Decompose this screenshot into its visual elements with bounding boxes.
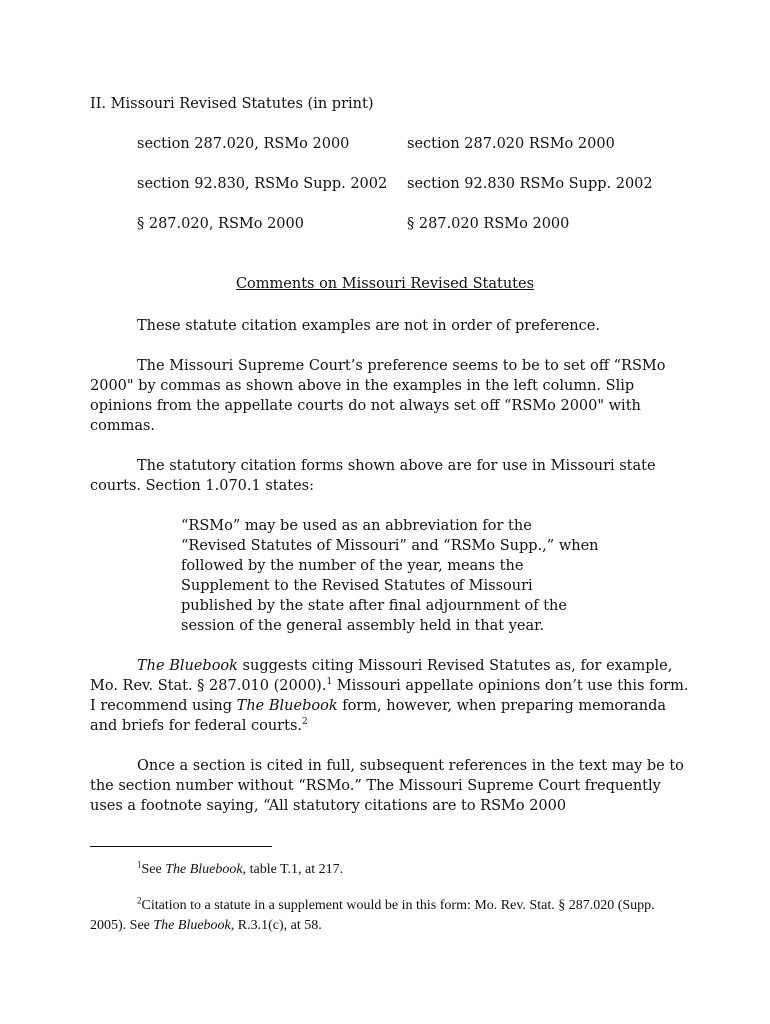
- footnote-2-text-2: , R.3.1(c), at 58.: [230, 918, 322, 933]
- citation-right-2: section 92.830 RSMo Supp. 2002: [407, 176, 653, 192]
- paragraph-3-text: The statutory citation forms shown above are for use in Missouri state courts. Section 1.070.1 states:: [90, 458, 656, 494]
- paragraph-3: [90, 456, 690, 496]
- paragraph-2: [90, 356, 690, 436]
- comments-title-text: Comments on Missouri Revised Statutes: [235, 276, 535, 292]
- footnote-1-italic: The Bluebook: [165, 862, 243, 877]
- paragraph-5-text: Once a section is cited in full, subsequent references in the text may be to the section number without “RSMo.” The Missouri Supreme Court frequently uses a footnote saying, “All statutory citations are to RSMo 2000: [90, 758, 684, 814]
- footnote-2-italic: The Bluebook: [153, 918, 231, 933]
- citation-right-1: section 287.020 RSMo 2000: [407, 136, 615, 152]
- footnote-divider: [90, 846, 272, 847]
- paragraph-4: [90, 656, 690, 736]
- footnote-2-text-1: Citation to a statute in a supplement would be in this form: Mo. Rev. Stat. § 287.020 (Supp. 2005). See: [90, 898, 655, 933]
- citation-left-3: § 287.020, RSMo 2000: [137, 216, 304, 232]
- paragraph-4-text-1: suggests citing Missouri Revised Statutes as, for example, Mo. Rev. Stat. § 287.010 (2000).: [90, 658, 673, 694]
- citation-left-1: section 287.020, RSMo 2000: [137, 136, 350, 152]
- paragraph-5: [90, 756, 690, 816]
- section-heading: II. Missouri Revised Statutes (in print): [90, 96, 374, 112]
- paragraph-1-text: These statute citation examples are not in order of preference.: [137, 318, 600, 334]
- bluebook-title: The Bluebook: [137, 658, 238, 674]
- bluebook-title: The Bluebook: [236, 698, 338, 714]
- paragraph-4-text-3: form, however, when preparing memoranda and briefs for federal courts.: [90, 698, 667, 734]
- paragraph-4-text-2: Missouri appellate opinions don’t use this form. I recommend using: [90, 678, 689, 714]
- comments-title: [0, 276, 770, 292]
- footnote-ref-1[interactable]: 1: [326, 677, 333, 688]
- citation-left-2: section 92.830, RSMo Supp. 2002: [137, 176, 388, 192]
- citation-right-3: § 287.020 RSMo 2000: [407, 216, 570, 232]
- footnote-1-text-2: , table T.1, at 217.: [242, 862, 344, 877]
- footnote-1-text-1: See: [141, 862, 166, 877]
- footnote-2: [90, 896, 690, 936]
- footnote-1-number: 1: [137, 859, 142, 870]
- footnote-2-number: 2: [137, 895, 142, 906]
- paragraph-2-text: The Missouri Supreme Court’s preference seems to be to set off “RSMo 2000" by commas as shown above in the examples in the left column. Slip opinions from the appellate courts do not always set off “RSMo 2000" with commas.: [90, 358, 666, 434]
- block-quote: “RSMo” may be used as an abbreviation for the “Revised Statutes of Missouri” and “RSMo Supp.,” when followed by the number of the year, means the Supplement to the Revised Statutes of Missouri published by the state after final adjournment of the session of the general assembly held in that year.: [181, 518, 599, 634]
- footnote-1: [90, 860, 690, 880]
- paragraph-1: [90, 316, 690, 336]
- footnote-ref-2[interactable]: 2: [302, 717, 308, 728]
